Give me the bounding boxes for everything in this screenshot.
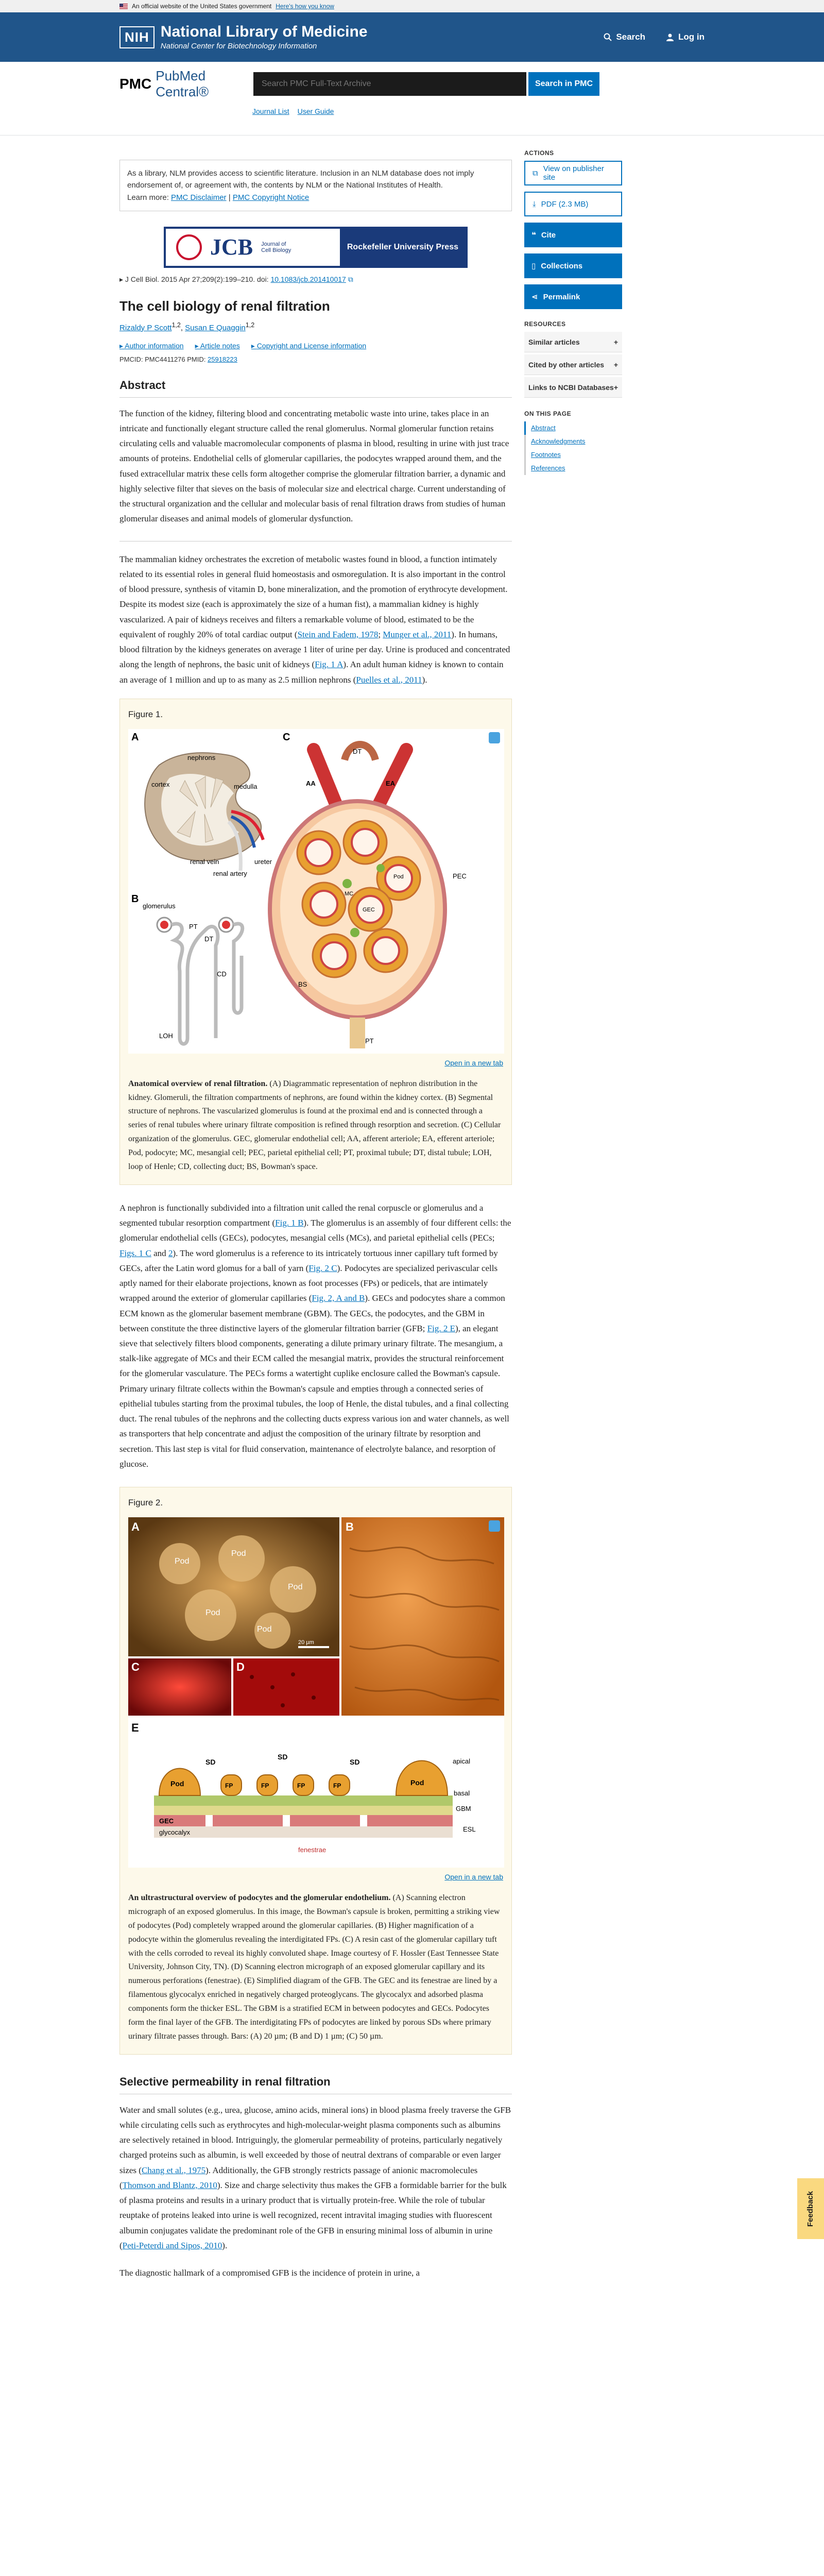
journal-banner[interactable] [164, 227, 468, 268]
permalink-button[interactable]: ⋖ Permalink [524, 284, 622, 309]
label-medulla: medulla [234, 782, 258, 790]
gov-banner-link[interactable]: Here's how you know [276, 3, 334, 10]
author-link[interactable]: Susan E Quaggin [185, 323, 246, 332]
article-sidebar [524, 149, 622, 475]
user-icon [666, 33, 674, 41]
citation-bullet: ▸ [119, 275, 125, 283]
article-main [119, 160, 512, 2280]
panel-label: A [131, 1520, 140, 1534]
label-pod: Pod [393, 873, 404, 880]
resources-heading: RESOURCES [524, 320, 566, 328]
label-sd: SD [278, 1753, 288, 1761]
feedback-button[interactable] [797, 2178, 824, 2239]
user-guide-link[interactable]: User Guide [297, 107, 334, 115]
article-ids [119, 355, 512, 363]
header-search-button[interactable] [604, 32, 645, 42]
label-sd: SD [205, 1758, 216, 1767]
pmcid-text: PMCID: PMC4411276 PMID: [119, 355, 206, 363]
label-gec: GEC [159, 1817, 174, 1825]
cite-button[interactable]: ❝ Cite [524, 223, 622, 247]
toc-footnotes-link[interactable]: Footnotes [531, 451, 561, 459]
label-ea: EA [386, 779, 396, 787]
label-renal-artery: renal artery [213, 869, 247, 877]
label-bs: BS [298, 980, 307, 988]
pmid-link[interactable]: 25918223 [208, 355, 237, 363]
toc-abstract-link[interactable]: Abstract [531, 424, 556, 432]
journal-jcb-text: JCB [210, 234, 253, 260]
journal-name: Journal of Cell Biology [261, 241, 291, 253]
download-icon: ⤓ [533, 199, 536, 209]
notice-text: As a library, NLM provides access to scientific literature. Inclusion in an NLM database does not imply endorsement of, or agreement with, the contents by NLM or the National Institutes of Health. [127, 169, 474, 190]
author-affiliation: 1,2 [171, 321, 181, 329]
label-pod: Pod [205, 1608, 220, 1618]
journal-seal-icon [176, 234, 202, 260]
journal-list-link[interactable]: Journal List [252, 107, 289, 115]
next-paragraph: The diagnostic hallmark of a compromised GFB is the incidence of protein in urine, a [119, 2268, 420, 2278]
on-this-page-heading: ON THIS PAGE [524, 410, 572, 417]
open-in-new-tab-link[interactable]: Open in a new tab [444, 1873, 503, 1882]
figure-caption: Anatomical overview of renal filtration. (A) Diagrammatic representation of nephron distribution in the kidney. Glomeruli, the filtration compartments of nephrons, are found within the kidney cortex. (B) Segmental structure of nephrons. The vascularized glomerulus is found at the proximal end and is connected through a series of renal tubules where urinary filtrate composition is refined through resorption and secretion. (C) Cellular organization of the glomerulus. GEC, glomerular endothelial cell; AA, afferent arteriole; EA, efferent arteriole; Pod, podocyte; MC, mesangial cell; PEC, parietal epithelial cell; PT, proximal tubule; DT, distal tubule; LOH, loop of Henle; CD, collecting duct; BS, Bowman's space. [128, 1079, 501, 1171]
login-button[interactable] [666, 32, 705, 42]
fig-ref-link[interactable]: Fig. 2 C [308, 1263, 337, 1273]
authors [119, 321, 512, 332]
pdf-button[interactable]: ⤓ PDF (2.3 MB) [524, 192, 622, 216]
label-dt: DT [204, 935, 214, 943]
pmc-disclaimer-link[interactable]: PMC Disclaimer [171, 193, 227, 202]
label-basal: basal [454, 1789, 470, 1798]
share-icon: ⋖ [531, 293, 538, 301]
nephron-paragraph: A nephron is functionally subdivided into a filtration unit called the renal corpuscle or glomerulus and a segmented tubular resorption compartment (Fig. 1 B). The glomerulus is an assembly of four different cells: the glomerular endothelial cells (GECs), podocytes, mesangial cells (MCs), and parietal epithelial cells (PECs; Figs. 1 C and 2). The word glomerulus is a reference to its intricately tortuous inner capillary tuft formed by GECs, after the Latin word glomus for a ball of yarn (Fig. 2 C). Podocytes are specialized perivascular cells aptly named for their elaborate projections, known as foot processes (FPs) or pedicels, that are intimately wrapped around the exterior of glomerular capillaries (Fig. 2, A and B). GECs and podocytes share a common ECM known as the glomerular basement membrane (GBM). The GECs, the podocytes, and the GBM in between constitute the three distinctive layers of the glomerular filtration barrier (GFB; Fig. 2 E), an elegant sieve that selectively filters blood components, generating a dilute primary urinary filtrate. The mesangium, a stalk-like aggregate of MCs and their ECM called the mesangial matrix, provides the structural reinforcement for the glomerular vasculature. The PECs forms a watertight cuplike enclosure called the Bowman's capsule. Primary urinary filtrate collects within the Bowman's capsule and empties through a connected series of epithelial tubules starting from the proximal tubules, the loop of Henle, the distal tubules, and a final collecting duct. The renal tubules of the nephrons and the collecting ducts express various ion and water channels, as well as transporters that help concentrate and adjust the composition of the urinary filtrate by resorption and secretion. This last step is vital for fluid conservation, maintenance of electrolyte balance, and resorption of glucose. [119, 1202, 511, 1469]
label-ureter: ureter [254, 857, 272, 866]
fig-ref-link[interactable]: Fig. 2 E [427, 1323, 455, 1333]
fig-ref-link[interactable]: Fig. 2, A and B [312, 1293, 365, 1303]
ncbi-links-accordion[interactable]: Links to NCBI Databases + [524, 377, 622, 398]
figure-label: Figure 1. [128, 709, 163, 719]
fig-ref-link[interactable]: Fig. 1 B [275, 1218, 304, 1228]
article-meta-links [119, 342, 512, 350]
similar-articles-accordion[interactable]: Similar articles + [524, 332, 622, 352]
plus-icon: + [613, 383, 618, 392]
view-on-publisher-button[interactable]: ⧉ View on publisher site [524, 161, 622, 185]
toc-acknowledgments-link[interactable]: Acknowledgments [531, 437, 586, 445]
pmc-search-button[interactable]: Search in PMC [528, 72, 599, 96]
abstract-heading: Abstract [119, 379, 512, 398]
feedback-label: Feedback [806, 2191, 815, 2227]
citation [119, 275, 512, 284]
label-fp: FP [261, 1782, 269, 1790]
pmc-logo[interactable] [119, 68, 253, 100]
author-information-link[interactable]: ▸ Author information [119, 341, 184, 350]
figure-1-image[interactable] [128, 729, 504, 1054]
figure-label: Figure 2. [128, 1498, 163, 1508]
publisher-name: Rockefeller University Press [340, 229, 466, 266]
label-pec: PEC [453, 872, 467, 880]
label-pod: Pod [175, 1557, 190, 1566]
pmc-copyright-link[interactable]: PMC Copyright Notice [232, 193, 310, 202]
label-dt-c: DT [353, 747, 362, 755]
author-link[interactable]: Rizaldy P Scott [119, 323, 172, 332]
label-mc: MC [345, 890, 354, 897]
figure-caption: An ultrastructural overview of podocytes and the glomerular endothelium. (A) Scanning electron micrograph of an exposed glomerulus. In this image, the Bowman's capsule is broken, permitting a striking view of podocytes (Pod) completely wrapped around the glomerular capillaries. (B) Higher magnification of a podocyte within the glomerulus revealing the interdigitated FPs. (C) A resin cast of the glomerular capillary tuft with the cells corroded to reveal its highly convoluted shape. Image courtesy of F. Hossler (East Tennessee State University, Johnson City, TN). (D) Scanning electron micrograph of an exposed glomerular capillary and its numerous perforations (fenestrae). (E) Simplified diagram of the GFB. The GEC and its fenestrae are lined by a filamentous glycocalyx enriched in negatively charged proteoglycans. The glycocalyx and adsorbed plasma components form the thicker ESL. The GBM is a stratified ECM in between podocytes and GECs. Podocytes form the final layer of the GFB. The interdigitating FPs of podocytes are linked by porous SDs where primary urinary filtrate passes through. Bars: (A) 20 µm; (B and D) 1 µm; (C) 50 µm. [128, 1893, 500, 2041]
citation-journal: J Cell Biol [125, 275, 158, 283]
bookmark-icon: ▯ [531, 262, 536, 270]
fig-ref-link[interactable]: Figs. 1 C [119, 1248, 151, 1258]
label-pod: Pod [288, 1583, 303, 1592]
label-fenestrae: fenestrae [298, 1846, 327, 1854]
scale-bar-label: 20 µm [298, 1639, 314, 1646]
panel-label: C [131, 1660, 140, 1674]
nlm-header [0, 12, 824, 62]
label-gbm: GBM [456, 1805, 471, 1813]
figure-2 [119, 1487, 512, 2055]
quote-icon: ❝ [531, 231, 536, 240]
panel-label: A [131, 731, 139, 743]
copyright-link[interactable]: ▸ Copyright and License information [251, 341, 367, 350]
figure-2-diagram [128, 1517, 504, 1868]
label-aa: AA [306, 779, 316, 787]
login-label: Log in [678, 32, 705, 42]
notice-sep: | [228, 193, 231, 202]
label-fp: FP [297, 1782, 305, 1790]
on-this-page-nav [524, 421, 622, 475]
external-link-icon: ⧉ [533, 168, 538, 178]
plus-icon: + [613, 337, 618, 346]
ref-link[interactable]: Thomson and Blantz, 2010 [122, 2180, 217, 2190]
article-title: The cell biology of renal filtration [119, 298, 330, 314]
label-renal-vein: renal vein [190, 857, 219, 866]
us-flag-icon [119, 4, 128, 9]
nlm-notice [119, 160, 512, 211]
author-sep: , [180, 323, 185, 332]
figure-1-diagram [128, 729, 504, 1054]
panel-label: C [283, 731, 290, 743]
nlm-title: National Library of Medicine [160, 23, 368, 40]
label-pt: PT [189, 922, 198, 930]
cited-by-accordion[interactable]: Cited by other articles + [524, 354, 622, 375]
actions-heading: ACTIONS [524, 149, 554, 157]
figure-2-image[interactable] [128, 1517, 504, 1868]
label-glycocalyx: glycocalyx [159, 1828, 190, 1837]
abstract-text: The function of the kidney, filtering blood and concentrating metabolic waste into urine, takes place in an intricate and functionally elegant structure called the renal glomerulus. Normal glomerular function retains circulating cells and valuable macromolecular components of plasma in blood, resulting in urine with just trace amounts of proteins. Endothelial cells of glomerular capillaries, the podocytes wrapped around them, and the fused extracellular matrix these cells form altogether comprise the glomerular filtration barrier, a dynamic and highly selective filter that sieves on the basis of molecular size and electrical charge. Current understanding of the structural organization and the cellular and molecular basis of renal filtration draws from studies of human glomerular diseases and animal models of glomerular dysfunction. [119, 408, 509, 524]
label-glomerulus: glomerulus [143, 902, 176, 910]
article-notes-link[interactable]: ▸ Article notes [195, 341, 240, 350]
panel-label: B [131, 893, 139, 905]
toc-references-link[interactable]: References [531, 464, 565, 472]
ref-link[interactable]: Munger et al., 2011 [383, 629, 452, 639]
nlm-logo[interactable] [119, 24, 368, 50]
selective-paragraph: Water and small solutes (e.g., urea, glucose, amino acids, mineral ions) in blood plasma freely traverse the GFB while circulating cells such as erythrocytes and high-molecular-weight plasma components such as albumins are selectively retained in blood. Intriguingly, the glomerular permeability of proteins, particularly negatively charged proteins such as albumin, is well exceeded by those of neutral dextrans of comparable or even larger sizes (Chang et al., 1975). Additionally, the GFB strongly restricts passage of anionic macromolecules (Thomson and Blantz, 2010). Size and charge selectivity thus makes the GFB a formidable barrier for the bulk of plasma proteins and results in a urinary product that is virtually protein-free. While the role of tubular reuptake of proteins leaked into urine is well recognized, recent intravital imaging studies with fluorescent albumin conjugates validate the predominant role of the GFB in ensuring minimal loss of albumin in urine (Peti-Peterdi and Sipos, 2010). [119, 2105, 511, 2250]
label-fp: FP [333, 1782, 341, 1790]
pmc-sub-links [0, 107, 824, 115]
label-pod: Pod [231, 1549, 246, 1558]
ref-link[interactable]: Chang et al., 1975 [141, 2165, 206, 2175]
pmc-search-bar [0, 62, 824, 106]
nlm-subtitle: National Center for Biotechnology Information [160, 41, 317, 50]
label-esl: ESL [463, 1825, 476, 1834]
figure-1 [119, 699, 512, 1185]
label-loh: LOH [159, 1031, 173, 1040]
label-sd: SD [350, 1758, 360, 1767]
citation-details: . 2015 Apr 27;209(2):199–210. doi: [157, 275, 269, 283]
selective-permeability-heading: Selective permeability in renal filtration [119, 2075, 512, 2094]
fig-ref-link[interactable]: Fig. 1 A [315, 659, 344, 670]
ref-link[interactable]: Puelles et al., 2011 [356, 674, 422, 685]
notice-learn-more: Learn more: [127, 193, 169, 202]
label-fp: FP [225, 1782, 233, 1790]
panel-label: B [346, 1520, 354, 1534]
ref-link[interactable]: Stein and Fadem, 1978 [297, 629, 379, 639]
label-pt-c: PT [365, 1037, 374, 1045]
label-cd: CD [217, 970, 227, 978]
label-gec: GEC [363, 906, 375, 913]
collections-button[interactable]: ▯ Collections [524, 253, 622, 278]
nih-logo: NIH [119, 26, 154, 48]
label-cortex: cortex [151, 780, 170, 788]
search-icon [604, 33, 612, 41]
external-link-icon: ⧉ [348, 275, 353, 283]
gov-banner-text: An official website of the United States government [132, 3, 272, 10]
fig-ref-link[interactable]: 2 [168, 1248, 173, 1258]
label-pod: Pod [170, 1780, 184, 1788]
label-apical: apical [453, 1757, 470, 1766]
gov-banner [0, 0, 824, 12]
label-pod: Pod [410, 1778, 424, 1787]
pmc-name: PubMed Central® [156, 68, 209, 99]
pmc-search-input[interactable] [253, 72, 526, 96]
header-search-label: Search [616, 32, 646, 42]
pmc-mark: PMC [119, 76, 152, 92]
ref-link[interactable]: Peti-Peterdi and Sipos, 2010 [122, 2240, 222, 2250]
label-nephrons: nephrons [187, 753, 216, 761]
panel-label: D [236, 1660, 245, 1674]
intro-paragraph: The mammalian kidney orchestrates the excretion of metabolic wastes found in blood, a function intimately related to its essential roles in general fluid homeostasis and osmoregulation. It is also important in the control of blood pressure, synthesis of vitamin D, bone mineralization, and the promotion of erythrocyte development. Despite its modest size (each is approximately the size of a human fist), a mammalian kidney is highly vascularized. A pair of kidneys receives and filters a remarkable volume of blood, estimated to be the equivalent of roughly 20% of total cardiac output (Stein and Fadem, 1978; Munger et al., 2011). In humans, blood filtration by the kidneys generates on average 1 liter of urine per day. Urine is produced and concentrated along the length of nephrons, the basic unit of kidneys (Fig. 1 A). An adult human kidney is known to contain an average of 1 million and up to as many as 2.5 million nephrons (Puelles et al., 2011). [119, 554, 510, 685]
doi-link[interactable]: 10.1083/jcb.201410017 [270, 275, 346, 283]
open-in-new-tab-link[interactable]: Open in a new tab [444, 1058, 503, 1067]
panel-label: E [131, 1721, 139, 1735]
author-affiliation: 1,2 [245, 321, 255, 329]
label-pod: Pod [257, 1625, 272, 1634]
plus-icon: + [613, 360, 618, 369]
